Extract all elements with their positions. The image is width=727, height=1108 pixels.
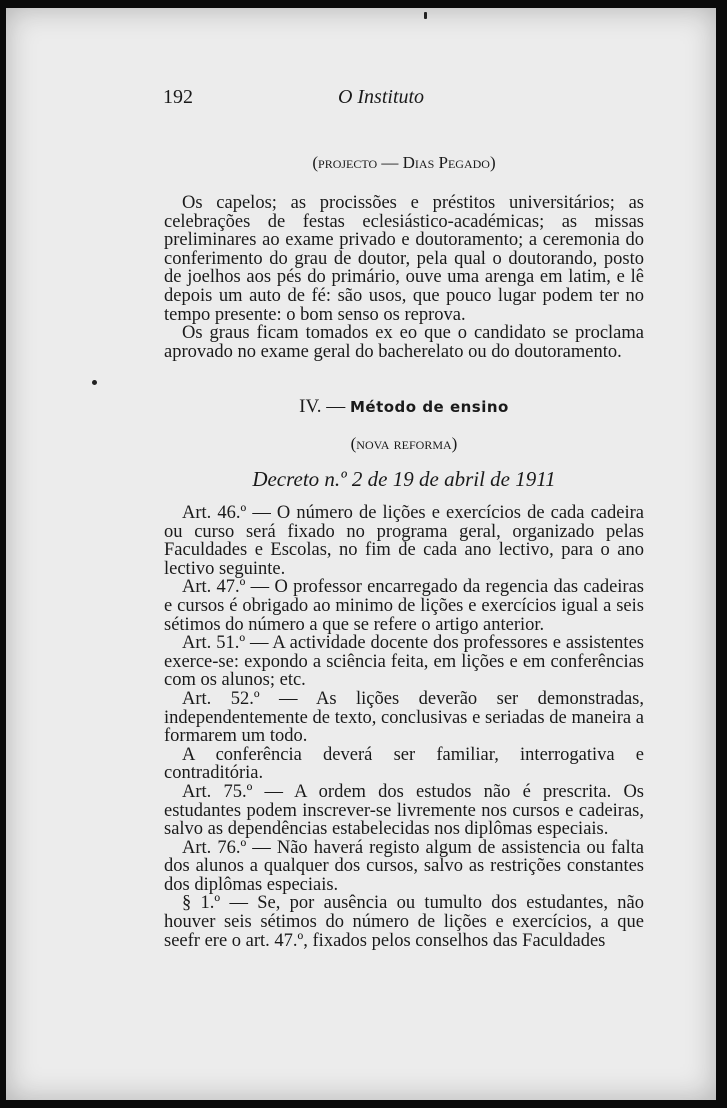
running-title: O Instituto (337, 86, 425, 108)
article: Art. 51.º — A actividade docente dos professores e assistentes exerce-se: expondo a sciência feita, em lições e em conferências com os alunos; etc. (164, 633, 644, 691)
ink-speck (92, 380, 97, 385)
project-attribution: (projecto — Dias Pegado) (312, 153, 496, 172)
article: A conferência deverá ser familiar, interrogativa e contraditória. (164, 744, 644, 784)
ink-speck (424, 12, 427, 19)
section-heading (164, 396, 644, 418)
articles-text (164, 504, 644, 950)
article: § 1.º — Se, por ausência ou tumulto dos estudantes, não houver seis sétimos do número de lições e exercícios, a que seefr ere o art. 47.º, fixados pelos conselhos das Faculdades (164, 893, 644, 951)
paragraph: Os capelos; as procissões e préstitos universitários; as celebrações de festas eclesiástico-académicas; as missas preliminares ao exame privado e doutoramento; a ceremonia do conferimento do grau de doutor, pela qual o doutorando, posto de joelhos aos pés do primário, ouve uma arenga em latim, e lê depois um auto de fé: são usos, que pouco lugar podem ter no tempo presente: o bom senso os reprova. (164, 193, 644, 325)
article: Art. 46.º — O número de lições e exercícios de cada cadeira ou curso será fixado no programa geral, organizado pelas Faculdades e Escolas, no fim de cada ano lectivo, para o ano lectivo seguinte. (164, 503, 644, 579)
document-page (6, 8, 716, 1100)
decree-title: Decreto n.º 2 de 19 de abril de 1911 (252, 467, 556, 491)
article: Art. 75.º — A ordem dos estudos não é prescrita. Os estudantes podem inscrever-se livremente nos cursos e cadeiras, salvo as dependências estabelecidas nos diplômas especiais. (164, 781, 644, 840)
article: Art. 76.º — Não haverá registo algum de assistencia ou falta dos alunos a qualquer dos cursos, salvo as restrições constantes dos diplômas especiais. (164, 837, 644, 895)
section-title: Método de ensino (349, 398, 509, 416)
section-numeral: IV. — (299, 396, 346, 417)
article: Art. 47.º — O professor encarregado da regencia das cadeiras e cursos é obrigado ao minimo de lições e exercícios igual a seis sétimos do número a que se refere o artigo anterior. (164, 577, 644, 635)
page-number: 192 (163, 86, 193, 108)
article: Art. 52.º — As lições deverão ser demonstradas, independentemente de texto, conclusivas e seriadas de maneira a formarem um todo. (164, 688, 644, 747)
paragraph: Os graus ficam tomados ex eo que o candidato se proclama aprovado no exame geral do bacherelato ou do doutoramento. (164, 323, 644, 362)
page-header (6, 86, 716, 116)
reform-note: (nova reforma) (350, 434, 458, 453)
intro-text (164, 194, 644, 361)
